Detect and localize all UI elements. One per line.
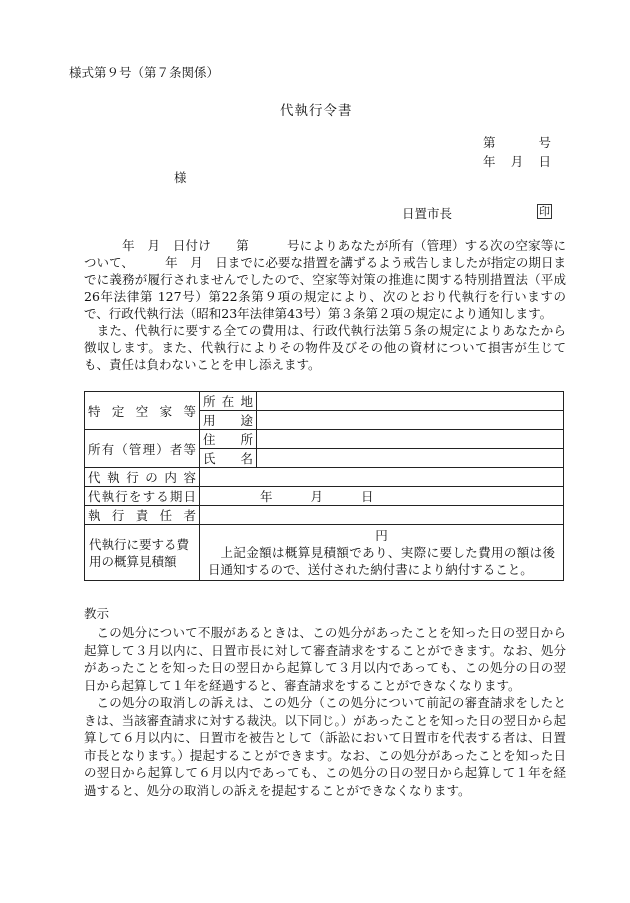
addressee: 様: [174, 170, 187, 185]
notice-body: [84, 237, 566, 373]
document-number: [483, 133, 551, 151]
use-value: [257, 411, 564, 430]
table-row: [85, 468, 564, 487]
document-date: [483, 152, 551, 170]
owner-label: 所有（管理）者等: [85, 430, 200, 468]
notice-paragraph-2: また、代執行に要する全ての費用は、行政代執行法第５条の規定によりあなたから徴収します。また、代執行によりその物件及びその他の資材について損害が生じても、責任は負わないことを申し添えます。: [84, 323, 566, 372]
table-row: [85, 430, 564, 449]
notice-paragraph-1: 年 月 日付け 第 号によりあなたが所有（管理）する次の空家等について、 年 月 日までに必要な措置を講ずるよう戒告しましたが指定の期日までに義務が履行されませんでしたので、空家等対策の推進に関する特別措置法（平成26年法律第 127号）第22条第９項の規定により、次のとおり代執行を行いますので、行政代執行法（昭和23年法律第43号）第３条第２項の規定により通知します。: [84, 238, 566, 321]
cost-value: [200, 525, 564, 581]
location-value: [257, 392, 564, 411]
period-month: 月: [310, 489, 324, 504]
instruction-paragraph-1: この処分について不服があるときは、この処分があったことを知った日の翌日から起算して３月以内に、日置市長に対して審査請求をすることができます。なお、処分があったことを知った日の翌日から起算して３月以内であっても、この処分の日の翌日から起算して１年を経過すると、審査請求をすることができなくなります。: [84, 625, 566, 693]
period-year: 年: [260, 489, 273, 504]
cost-note: 上記金額は概算見積額であり、実際に要した費用の額は後日通知するので、送付された納付書により納付すること。: [208, 545, 555, 577]
address-label: 住所: [200, 430, 257, 449]
table-row: [85, 487, 564, 506]
use-label: 用途: [200, 411, 257, 430]
instruction-body: [84, 624, 566, 799]
content-label: 代執行の内容: [85, 468, 200, 487]
form-number: 様式第９号（第７条関係）: [69, 65, 220, 80]
location-label: 所在地: [200, 392, 257, 411]
address-value: [257, 430, 564, 449]
detail-table: [84, 391, 564, 581]
name-value: [257, 449, 564, 468]
date-year: 年: [483, 154, 496, 169]
document-title: 代執行令書: [280, 103, 353, 119]
name-label: 氏名: [200, 449, 257, 468]
number-prefix: 第: [483, 135, 496, 150]
period-label: 代執行をする期日: [85, 487, 200, 506]
content-value: [200, 468, 564, 487]
cost-unit: 円: [375, 528, 388, 543]
property-label: 特定空家等: [85, 392, 200, 430]
instruction-title: 教示: [84, 606, 110, 621]
instruction-paragraph-2: この処分の取消しの訴えは、この処分（この処分について前記の審査請求をしたときは、当該審査請求に対する裁決。以下同じ。）があったことを知った日の翌日から起算して６月以内に、日置市を被告として（訴訟において日置市を代表する者は、日置市長となります。）提起することができます。なお、この処分があったことを知った日の翌日から起算して６月以内であっても、この処分の日の翌日から起算して１年を経過すると、処分の取消しの訴えを提起することができなくなります。: [84, 695, 566, 798]
date-day: 日: [538, 154, 551, 169]
seal-mark: 印: [539, 205, 550, 218]
period-day: 日: [361, 489, 374, 504]
officer-label: 執行責任者: [85, 506, 200, 525]
issuer-name: 日置市長: [402, 206, 453, 221]
table-row: [85, 392, 564, 411]
date-month: 月: [510, 154, 524, 169]
table-row: [85, 525, 564, 581]
number-suffix: 号: [538, 135, 551, 150]
table-row: [85, 506, 564, 525]
officer-value: [200, 506, 564, 525]
cost-label: 代執行に要する費用の概算見積額: [85, 525, 200, 581]
period-value: [200, 487, 564, 506]
